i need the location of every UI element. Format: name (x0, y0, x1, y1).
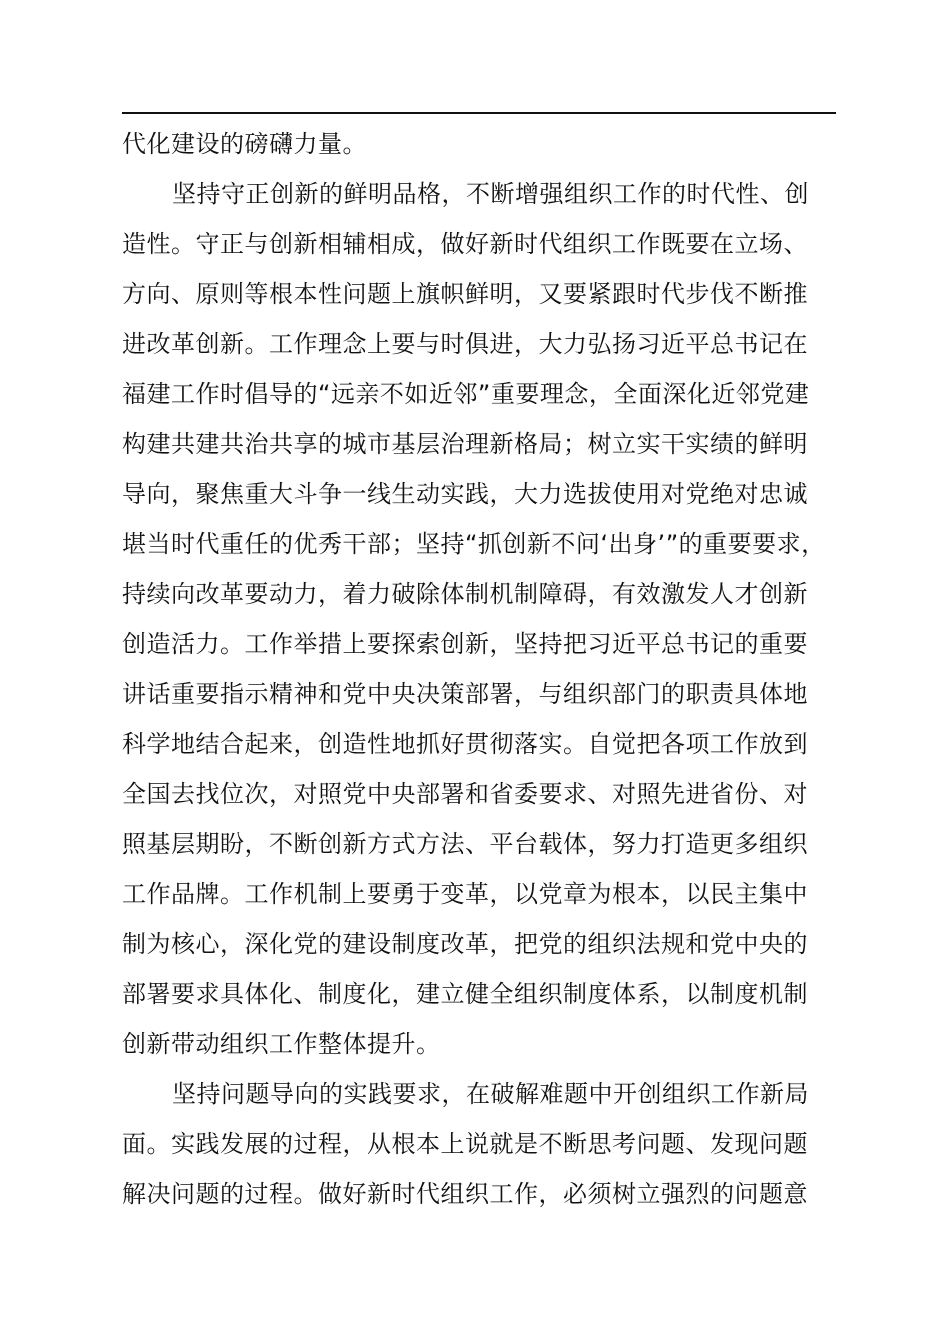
text-line: 解决问题的过程。做好新时代组织工作，必须树立强烈的问题意 (122, 1180, 808, 1208)
text-line: 讲话重要指示精神和党中央决策部署，与组织部门的职责具体地 (122, 680, 808, 708)
text-line: 全国去找位次，对照党中央部署和省委要求、对照先进省份、对 (122, 780, 808, 808)
header-rule (122, 112, 836, 114)
paragraph-first-line: 坚持守正创新的鲜明品格，不断增强组织工作的时代性、创 (172, 180, 809, 208)
text-line: 进改革创新。工作理念上要与时俱进，大力弘扬习近平总书记在 (122, 330, 808, 358)
text-line: 方向、原则等根本性问题上旗帜鲜明，又要紧跟时代步伐不断推 (122, 280, 808, 308)
text-line: 堪当时代重任的优秀干部；坚持“抓创新不问‘出身’”的重要要求， (122, 530, 826, 558)
text-line: 构建共建共治共享的城市基层治理新格局；树立实干实绩的鲜明 (122, 430, 808, 458)
text-line: 制为核心，深化党的建设制度改革，把党的组织法规和党中央的 (122, 930, 808, 958)
text-line: 创造活力。工作举措上要探索创新，坚持把习近平总书记的重要 (122, 630, 808, 658)
text-line: 照基层期盼，不断创新方式方法、平台载体，努力打造更多组织 (122, 830, 808, 858)
text-line: 福建工作时倡导的“远亲不如近邻”重要理念，全面深化近邻党建 (122, 380, 810, 408)
text-line: 部署要求具体化、制度化，建立健全组织制度体系，以制度机制 (122, 980, 808, 1008)
text-line: 代化建设的磅礴力量。 (122, 130, 367, 158)
text-line: 导向，聚焦重大斗争一线生动实践，大力选拔使用对党绝对忠诚 (122, 480, 808, 508)
text-line: 造性。守正与创新相辅相成，做好新时代组织工作既要在立场、 (122, 230, 808, 258)
paragraph-first-line: 坚持问题导向的实践要求，在破解难题中开创组织工作新局 (172, 1080, 809, 1108)
text-line: 工作品牌。工作机制上要勇于变革，以党章为根本，以民主集中 (122, 880, 808, 908)
text-line: 面。实践发展的过程，从根本上说就是不断思考问题、发现问题 (122, 1130, 808, 1158)
text-line: 创新带动组织工作整体提升。 (122, 1030, 441, 1058)
text-line: 持续向改革要动力，着力破除体制机制障碍，有效激发人才创新 (122, 580, 808, 608)
text-line: 科学地结合起来，创造性地抓好贯彻落实。自觉把各项工作放到 (122, 730, 808, 758)
